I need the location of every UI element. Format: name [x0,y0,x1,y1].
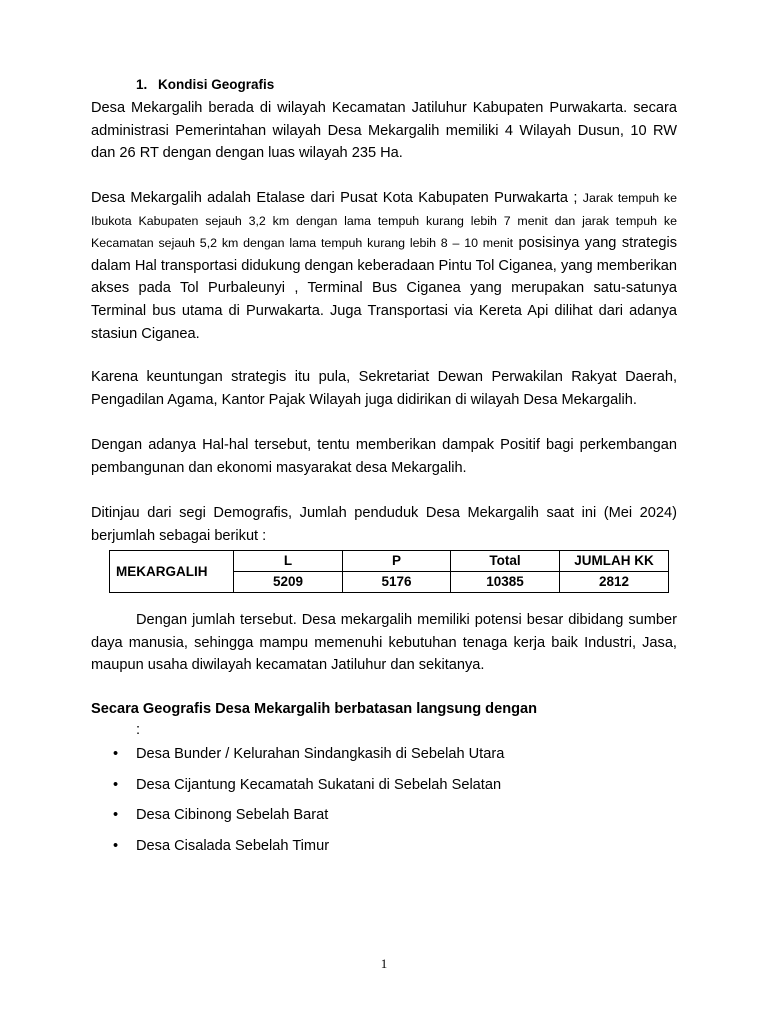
list-item [91,740,504,771]
borders-heading: Secara Geografis Desa Mekargalih berbatasan langsung dengan [91,701,538,717]
paragraph-access-distance: Jarak tempuh ke Ibukota Kabupaten sejauh 3,2 km dengan lama tempuh kurang lebih 7 menit dan jarak tempuh ke Kecamatan sejauh 5,2 km dengan lama tempuh kurang lebih 8 – 10 menit [91,191,677,251]
border-west: Desa Cibinong Sebelah Barat [136,807,329,823]
page-number: 1 [380,956,388,971]
bullet-icon: • [113,837,119,854]
header-l: L [234,551,343,572]
table-row-label: MEKARGALIH [110,551,234,593]
header-total: Total [451,551,560,572]
value-p: 5176 [343,572,451,593]
bullet-icon: • [113,746,119,762]
list-item [91,801,504,832]
border-north: Desa Bunder / Kelurahan Sindangkasih di Sebelah Utara [136,746,505,762]
header-jumlah-kk: JUMLAH KK [560,551,669,572]
table-row [110,551,669,572]
paragraph-access-start: Desa Mekargalih adalah Etalase dari Pusat Kota Kabupaten Purwakarta ; [91,190,583,206]
value-l: 5209 [234,572,343,593]
value-jumlah-kk: 2812 [560,572,669,593]
section-heading [136,77,274,92]
paragraph-access [91,187,677,345]
borders-colon: : [136,722,141,738]
population-table [109,550,669,593]
borders-list [91,740,504,862]
paragraph-access-end: posisinya yang strategis dalam Hal transportasi didukung dengan keberadaan Pintu Tol Ciganea, yang memberikan akses pada Tol Purbaleunyi , Terminal Bus Ciganea yang merupakan satu-satunya Terminal bus utama di Purwakarta. Juga Transportasi via Kereta Api dilihat dari adanya stasiun Ciganea. [91,235,677,342]
paragraph-potential: Dengan jumlah tersebut. Desa mekargalih memiliki potensi besar dibidang sumber daya manusia, sehingga mampu memenuhi kebutuhan tenaga kerja baik Industri, Jasa, maupun usaha diwilayah kecamatan Jatiluhur dan sekitanya. [91,612,677,674]
section-title: Kondisi Geografis [158,77,275,92]
paragraph-institutions: Karena keuntungan strategis itu pula, Sekretariat Dewan Perwakilan Rakyat Daerah, Pengadilan Agama, Kantor Pajak Wilayah juga didirikan di wilayah Desa Mekargalih. [91,369,677,408]
bullet-icon: • [113,776,119,793]
bullet-icon: • [113,807,119,823]
paragraph-demographics: Ditinjau dari segi Demografis, Jumlah penduduk Desa Mekargalih saat ini (Mei 2024) berjumlah sebagai berikut : [91,505,677,544]
list-item [91,771,504,802]
value-total: 10385 [451,572,560,593]
list-item [91,832,504,863]
paragraph-impact: Dengan adanya Hal-hal tersebut, tentu memberikan dampak Positif bagi perkembangan pembangunan dan ekonomi masyarakat desa Mekargalih. [91,437,677,476]
header-p: P [343,551,451,572]
border-south: Desa Cijantung Kecamatah Sukatani di Sebelah Selatan [136,776,502,793]
section-number: 1. [136,77,148,92]
border-east: Desa Cisalada Sebelah Timur [136,837,330,854]
paragraph-location: Desa Mekargalih berada di wilayah Kecamatan Jatiluhur Kabupaten Purwakarta. secara administrasi Pemerintahan wilayah Desa Mekargalih memiliki 4 Wilayah Dusun, 10 RW dan 26 RT dengan dengan luas wilayah 235 Ha. [91,100,677,162]
